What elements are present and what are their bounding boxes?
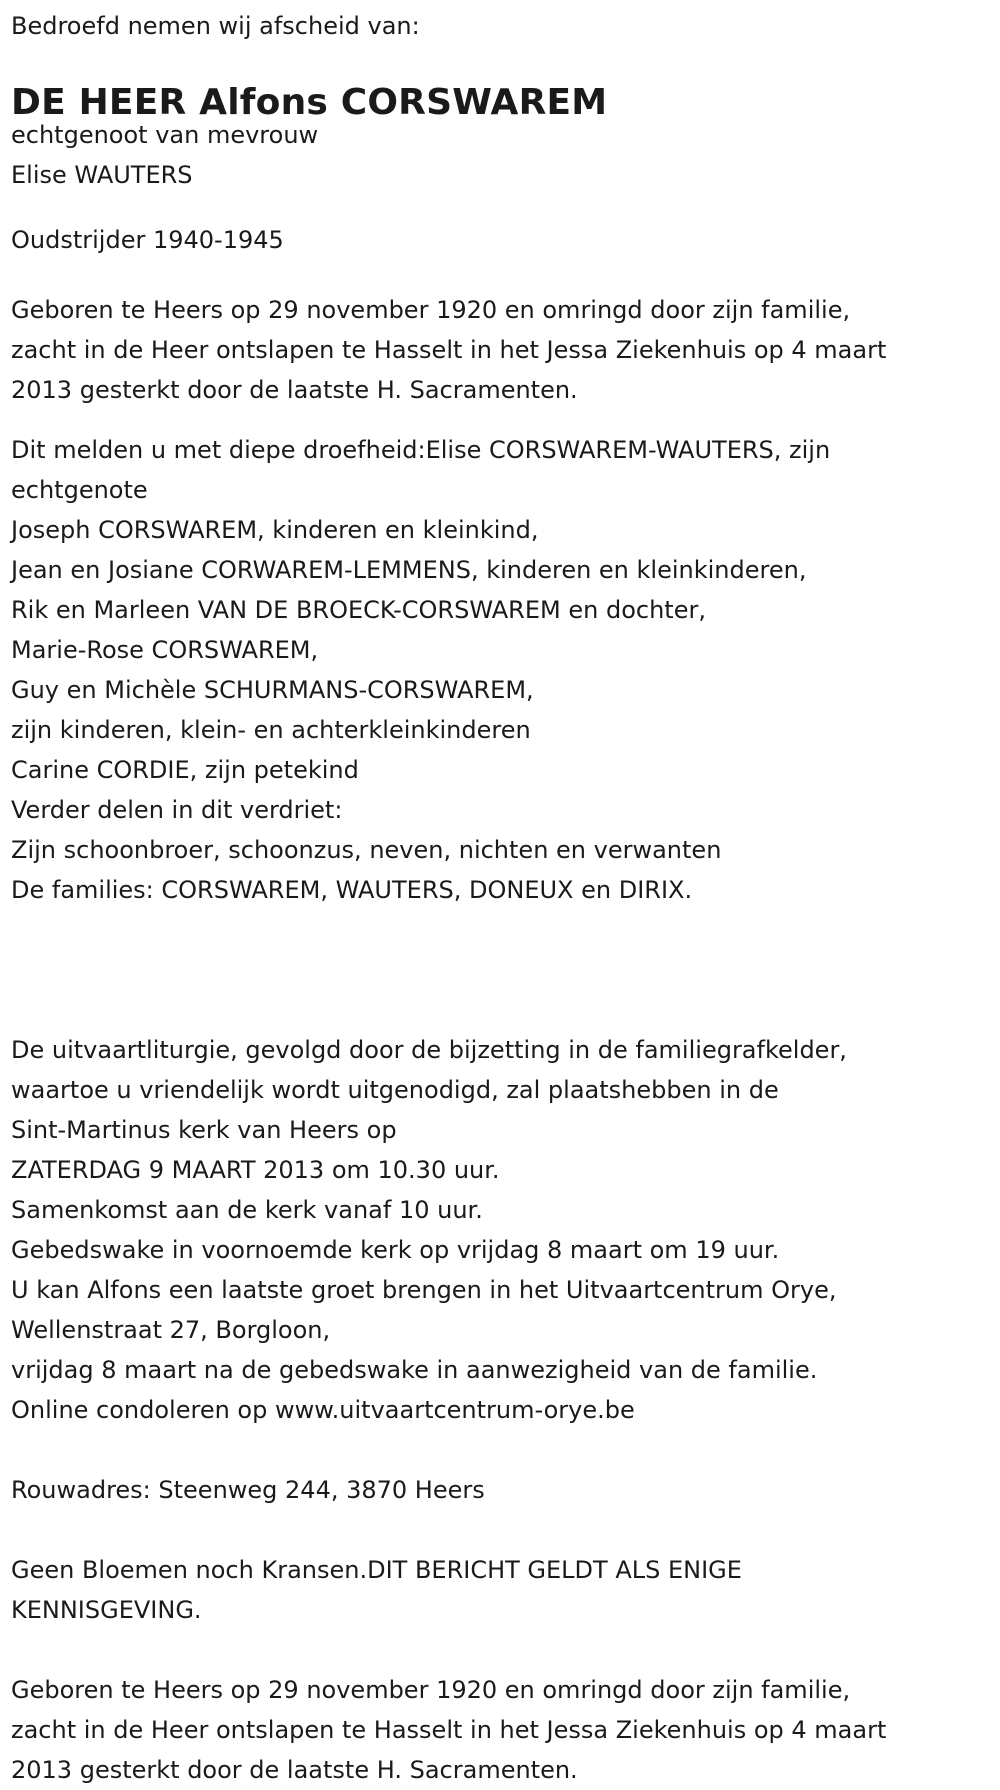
notice-line: KENNISGEVING.	[11, 1596, 202, 1624]
funeral-block	[11, 1030, 847, 1430]
notice-line: Geen Bloemen noch Kransen.DIT BERICHT GELDT ALS ENIGE	[11, 1556, 742, 1584]
birth-death-line: 2013 gesterkt door de laatste H. Sacramenten.	[11, 376, 578, 404]
funeral-line: Wellenstraat 27, Borgloon,	[11, 1316, 331, 1344]
funeral-line: vrijdag 8 maart na de gebedswake in aanwezigheid van de familie.	[11, 1356, 818, 1384]
family-block	[11, 430, 830, 910]
family-line: zijn kinderen, klein- en achterkleinkinderen	[11, 716, 531, 744]
birth-death-line: 2013 gesterkt door de laatste H. Sacramenten.	[11, 1756, 578, 1784]
family-line: Verder delen in dit verdriet:	[11, 796, 343, 824]
intro-text: Bedroefd nemen wij afscheid van:	[11, 12, 420, 40]
family-line: Carine CORDIE, zijn petekind	[11, 756, 359, 784]
family-line: Rik en Marleen VAN DE BROECK-CORSWAREM en dochter,	[11, 596, 706, 624]
funeral-line: Sint-Martinus kerk van Heers op	[11, 1116, 397, 1144]
family-line: De families: CORSWAREM, WAUTERS, DONEUX en DIRIX.	[11, 876, 693, 904]
spouse-line: Elise WAUTERS	[11, 161, 193, 189]
family-line: Marie-Rose CORSWAREM,	[11, 636, 319, 664]
birth-death-line: Geboren te Heers op 29 november 1920 en omringd door zijn familie,	[11, 1676, 851, 1704]
funeral-line: U kan Alfons een laatste groet brengen in het Uitvaartcentrum Orye,	[11, 1276, 837, 1304]
birth-death-line: zacht in de Heer ontslapen te Hasselt in het Jessa Ziekenhuis op 4 maart	[11, 1716, 887, 1744]
funeral-line: De uitvaartliturgie, gevolgd door de bijzetting in de familiegrafkelder,	[11, 1036, 847, 1064]
family-line: Zijn schoonbroer, schoonzus, neven, nichten en verwanten	[11, 836, 722, 864]
birth-death-block	[11, 290, 886, 410]
mourning-address: Rouwadres: Steenweg 244, 3870 Heers	[11, 1476, 485, 1504]
family-line: Guy en Michèle SCHURMANS-CORSWAREM,	[11, 676, 534, 704]
spouse-block	[11, 115, 318, 195]
notice-block	[11, 1550, 742, 1630]
birth-death-line: zacht in de Heer ontslapen te Hasselt in het Jessa Ziekenhuis op 4 maart	[11, 336, 887, 364]
veteran-block	[11, 220, 284, 260]
funeral-line: Samenkomst aan de kerk vanaf 10 uur.	[11, 1196, 483, 1224]
birth-death-repeat-block	[11, 1670, 886, 1790]
funeral-line: ZATERDAG 9 MAART 2013 om 10.30 uur.	[11, 1156, 500, 1184]
deceased-name: DE HEER Alfons CORSWAREM	[11, 82, 608, 123]
family-line: echtgenote	[11, 476, 148, 504]
family-line: Dit melden u met diepe droefheid:Elise CORSWAREM-WAUTERS, zijn	[11, 436, 831, 464]
birth-death-line: Geboren te Heers op 29 november 1920 en omringd door zijn familie,	[11, 296, 851, 324]
veteran-line: Oudstrijder 1940-1945	[11, 226, 284, 254]
spouse-line: echtgenoot van mevrouw	[11, 121, 319, 149]
address-block	[11, 1470, 485, 1510]
funeral-line: Online condoleren op www.uitvaartcentrum-orye.be	[11, 1396, 635, 1424]
funeral-line: Gebedswake in voornoemde kerk op vrijdag 8 maart om 19 uur.	[11, 1236, 780, 1264]
family-line: Jean en Josiane CORWAREM-LEMMENS, kinderen en kleinkinderen,	[11, 556, 807, 584]
family-line: Joseph CORSWAREM, kinderen en kleinkind,	[11, 516, 539, 544]
funeral-line: waartoe u vriendelijk wordt uitgenodigd, zal plaatshebben in de	[11, 1076, 779, 1104]
